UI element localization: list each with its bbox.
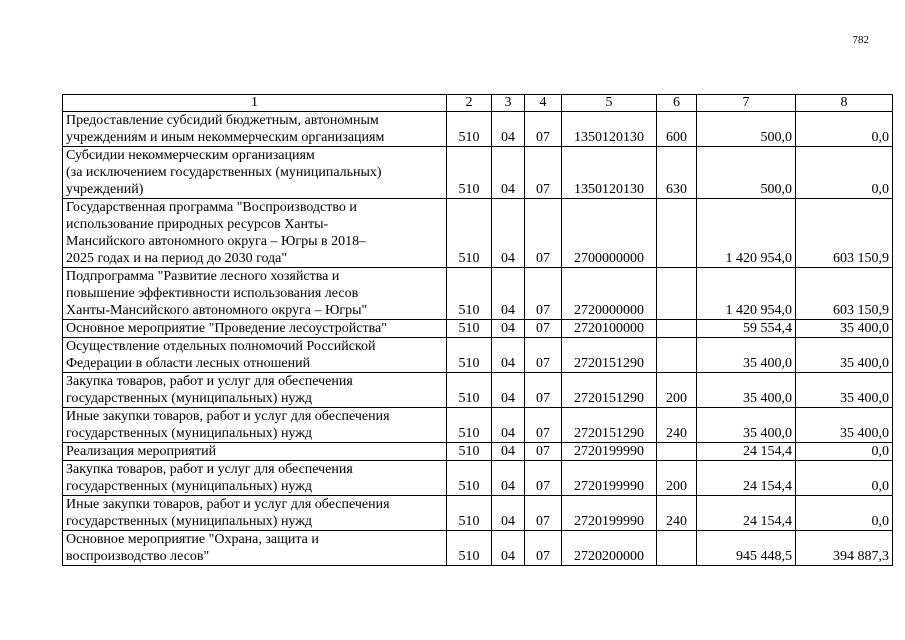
- header-cell: 6: [657, 95, 697, 112]
- cell-amount-2: 35 400,0: [796, 408, 893, 443]
- table-row: [63, 147, 893, 199]
- cell-section: 04: [492, 461, 525, 496]
- cell-expense-type: 200: [657, 373, 697, 408]
- cell-amount-1: 59 554,4: [697, 320, 796, 338]
- cell-ministry: 510: [447, 112, 492, 147]
- cell-amount-1: 24 154,4: [697, 496, 796, 531]
- cell-section: 04: [492, 112, 525, 147]
- cell-ministry: 510: [447, 268, 492, 320]
- cell-target-article: 1350120130: [562, 112, 657, 147]
- cell-ministry: 510: [447, 338, 492, 373]
- cell-section: 04: [492, 496, 525, 531]
- cell-amount-2: 0,0: [796, 112, 893, 147]
- cell-target-article: 2720199990: [562, 461, 657, 496]
- cell-section: 04: [492, 531, 525, 566]
- cell-ministry: 510: [447, 531, 492, 566]
- cell-target-article: 2720151290: [562, 373, 657, 408]
- cell-ministry: 510: [447, 147, 492, 199]
- cell-expense-type: [657, 443, 697, 461]
- table-row: [63, 199, 893, 268]
- budget-table: [62, 94, 893, 566]
- cell-section: 04: [492, 268, 525, 320]
- cell-expense-type: 240: [657, 408, 697, 443]
- cell-amount-2: 603 150,9: [796, 268, 893, 320]
- table-row: [63, 531, 893, 566]
- cell-amount-2: 35 400,0: [796, 320, 893, 338]
- header-cell: 8: [796, 95, 893, 112]
- cell-target-article: 2720151290: [562, 408, 657, 443]
- item-name: Субсидии некоммерческим организациям (за исключением государственных (муниципальных) учреждений): [63, 147, 447, 199]
- cell-expense-type: 240: [657, 496, 697, 531]
- cell-amount-1: 500,0: [697, 147, 796, 199]
- item-name: Основное мероприятие "Охрана, защита и воспроизводство лесов": [63, 531, 447, 566]
- cell-section: 04: [492, 199, 525, 268]
- cell-section: 04: [492, 320, 525, 338]
- cell-target-article: 2720199990: [562, 443, 657, 461]
- cell-ministry: 510: [447, 461, 492, 496]
- table-row: [63, 320, 893, 338]
- cell-ministry: 510: [447, 320, 492, 338]
- cell-target-article: 2720000000: [562, 268, 657, 320]
- table-row: [63, 373, 893, 408]
- cell-target-article: 2700000000: [562, 199, 657, 268]
- header-row: [63, 95, 893, 112]
- cell-target-article: 1350120130: [562, 147, 657, 199]
- cell-target-article: 2720100000: [562, 320, 657, 338]
- header-cell: 3: [492, 95, 525, 112]
- cell-section: 04: [492, 373, 525, 408]
- header-cell: 2: [447, 95, 492, 112]
- cell-expense-type: 200: [657, 461, 697, 496]
- cell-target-article: 2720199990: [562, 496, 657, 531]
- item-name: Государственная программа "Воспроизводство и использование природных ресурсов Ханты- Мансийского автономного округа – Югры в 2018– 2025 годах и на период до 2030 года": [63, 199, 447, 268]
- cell-amount-2: 394 887,3: [796, 531, 893, 566]
- item-name: Закупка товаров, работ и услуг для обеспечения государственных (муниципальных) нужд: [63, 373, 447, 408]
- cell-amount-1: 35 400,0: [697, 373, 796, 408]
- cell-ministry: 510: [447, 408, 492, 443]
- cell-amount-1: 35 400,0: [697, 338, 796, 373]
- cell-section: 04: [492, 443, 525, 461]
- cell-subsection: 07: [525, 408, 562, 443]
- cell-subsection: 07: [525, 443, 562, 461]
- cell-ministry: 510: [447, 443, 492, 461]
- item-name: Иные закупки товаров, работ и услуг для обеспечения государственных (муниципальных) нужд: [63, 408, 447, 443]
- cell-expense-type: [657, 338, 697, 373]
- cell-subsection: 07: [525, 320, 562, 338]
- table-row: [63, 408, 893, 443]
- cell-subsection: 07: [525, 496, 562, 531]
- cell-expense-type: [657, 268, 697, 320]
- cell-amount-1: 1 420 954,0: [697, 199, 796, 268]
- page-number: 782: [852, 34, 869, 46]
- item-name: Основное мероприятие "Проведение лесоустройства": [63, 320, 447, 338]
- header-cell: 5: [562, 95, 657, 112]
- cell-expense-type: 600: [657, 112, 697, 147]
- item-name: Предоставление субсидий бюджетным, автономным учреждениям и иным некоммерческим организациям: [63, 112, 447, 147]
- table-row: [63, 268, 893, 320]
- cell-amount-2: 35 400,0: [796, 338, 893, 373]
- cell-expense-type: [657, 320, 697, 338]
- cell-amount-2: 0,0: [796, 147, 893, 199]
- cell-expense-type: [657, 531, 697, 566]
- cell-amount-2: 603 150,9: [796, 199, 893, 268]
- cell-subsection: 07: [525, 338, 562, 373]
- cell-amount-1: 1 420 954,0: [697, 268, 796, 320]
- cell-amount-2: 0,0: [796, 461, 893, 496]
- header-cell: 4: [525, 95, 562, 112]
- cell-amount-1: 500,0: [697, 112, 796, 147]
- cell-amount-2: 0,0: [796, 496, 893, 531]
- cell-section: 04: [492, 338, 525, 373]
- cell-ministry: 510: [447, 373, 492, 408]
- cell-subsection: 07: [525, 531, 562, 566]
- cell-ministry: 510: [447, 199, 492, 268]
- table-row: [63, 461, 893, 496]
- header-cell: 1: [63, 95, 447, 112]
- cell-subsection: 07: [525, 461, 562, 496]
- cell-target-article: 2720200000: [562, 531, 657, 566]
- cell-subsection: 07: [525, 268, 562, 320]
- item-name: Закупка товаров, работ и услуг для обеспечения государственных (муниципальных) нужд: [63, 461, 447, 496]
- cell-amount-1: 35 400,0: [697, 408, 796, 443]
- cell-subsection: 07: [525, 199, 562, 268]
- cell-target-article: 2720151290: [562, 338, 657, 373]
- cell-amount-1: 24 154,4: [697, 461, 796, 496]
- cell-amount-2: 0,0: [796, 443, 893, 461]
- cell-subsection: 07: [525, 112, 562, 147]
- table-row: [63, 443, 893, 461]
- table-row: [63, 112, 893, 147]
- cell-subsection: 07: [525, 373, 562, 408]
- cell-subsection: 07: [525, 147, 562, 199]
- cell-amount-2: 35 400,0: [796, 373, 893, 408]
- cell-ministry: 510: [447, 496, 492, 531]
- cell-expense-type: [657, 199, 697, 268]
- item-name: Реализация мероприятий: [63, 443, 447, 461]
- cell-expense-type: 630: [657, 147, 697, 199]
- table-row: [63, 338, 893, 373]
- cell-section: 04: [492, 147, 525, 199]
- cell-section: 04: [492, 408, 525, 443]
- table-row: [63, 496, 893, 531]
- header-cell: 7: [697, 95, 796, 112]
- cell-amount-1: 945 448,5: [697, 531, 796, 566]
- item-name: Подпрограмма "Развитие лесного хозяйства и повышение эффективности использования лесов Ханты-Мансийского автономного округа – Югры": [63, 268, 447, 320]
- item-name: Иные закупки товаров, работ и услуг для обеспечения государственных (муниципальных) нужд: [63, 496, 447, 531]
- item-name: Осуществление отдельных полномочий Российской Федерации в области лесных отношений: [63, 338, 447, 373]
- cell-amount-1: 24 154,4: [697, 443, 796, 461]
